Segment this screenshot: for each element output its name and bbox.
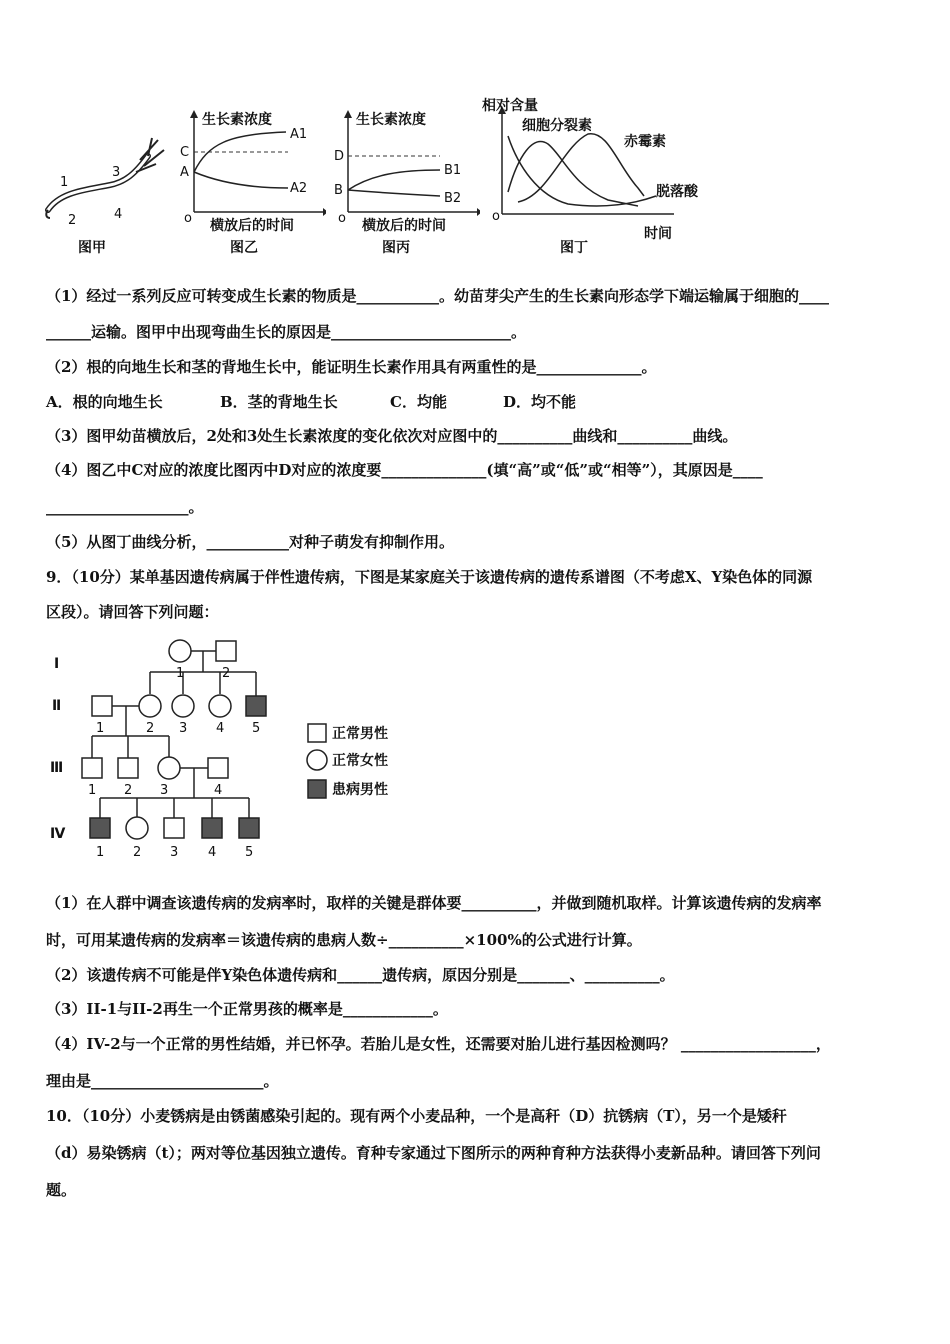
II-1-male — [92, 696, 112, 716]
q8-option-d: D．均不能 — [503, 393, 577, 411]
IV-3-male — [164, 818, 184, 838]
ding-cytokinin: 细胞分裂素 — [522, 118, 592, 134]
IV-1-affected-male — [90, 818, 110, 838]
bing-ylabel: 生长素浓度 — [356, 112, 426, 128]
q9-p4-line2: 理由是_______________________。 — [46, 1072, 279, 1090]
IV-5-affected-male — [239, 818, 259, 838]
ding-xlabel: 时间 — [644, 226, 672, 242]
figure-ding — [478, 96, 710, 262]
jia-caption: 图甲 — [78, 240, 106, 256]
figure-yi — [178, 104, 326, 260]
II-num-3: 3 — [179, 721, 188, 736]
yi-a2: A2 — [290, 181, 308, 196]
I-num-2: 2 — [222, 666, 231, 681]
pedigree-chart — [46, 636, 416, 862]
q10-line1: 10．（10分）小麦锈病是由锈菌感染引起的。现有两个小麦品种，一个是高秆（D）抗锈病（T），另一个是矮秆 — [46, 1107, 787, 1125]
gen-label-III: Ⅲ — [50, 760, 64, 776]
yi-a1: A1 — [290, 127, 308, 142]
jia-label-3: 3 — [112, 165, 121, 180]
III-num-4: 4 — [214, 783, 223, 798]
q9-intro-line2: 区段）。请回答下列问题： — [46, 603, 219, 621]
I-1-female — [169, 640, 191, 662]
bing-d: D — [334, 149, 345, 164]
III-4-male — [208, 758, 228, 778]
II-3-female — [172, 695, 194, 717]
q9-p2: （2）该遗传病不可能是伴Y染色体遗传病和______遗传病，原因分别是_______、__________。 — [46, 966, 675, 984]
curve-b2 — [348, 190, 440, 196]
I-2-male — [216, 641, 236, 661]
figure-jia — [40, 130, 170, 260]
q8-p1-line1: （1）经过一系列反应可转变成生长素的物质是___________。幼苗芽尖产生的生长素向形态学下端运输属于细胞的____ — [46, 287, 829, 305]
yi-a: A — [180, 165, 189, 180]
IV-2-female — [126, 817, 148, 839]
bing-origin: o — [338, 211, 346, 226]
yi-c: C — [180, 145, 190, 160]
q9-p3: （3）II-1与II-2再生一个正常男孩的概率是____________。 — [46, 1000, 448, 1018]
ding-ylabel: 相对含量 — [482, 98, 538, 114]
I-num-1: 1 — [176, 666, 185, 681]
yi-origin: o — [184, 211, 192, 226]
IV-num-2: 2 — [133, 845, 142, 860]
q8-option-b: B．茎的背地生长 — [220, 393, 338, 411]
II-num-5: 5 — [252, 721, 261, 736]
jia-label-1: 1 — [60, 175, 69, 190]
II-num-2: 2 — [146, 721, 155, 736]
q9-intro-line1: 9．（10分）某单基因遗传病属于伴性遗传病，下图是某家庭关于该遗传病的遗传系谱图（不考虑X、Y染色体的同源 — [46, 568, 813, 586]
III-3-female — [158, 757, 180, 779]
IV-num-4: 4 — [208, 845, 217, 860]
ding-origin: o — [492, 209, 500, 224]
bing-b1: B1 — [444, 163, 462, 178]
III-1-male — [82, 758, 102, 778]
yi-xlabel: 横放后的时间 — [210, 218, 294, 234]
q8-p4-line1: （4）图乙中C对应的浓度比图丙中D对应的浓度要______________(填“高”或“低”或“相等”），其原因是____ — [46, 461, 763, 479]
legend-normal-male: 正常男性 — [332, 726, 388, 742]
jia-label-2: 2 — [68, 213, 77, 228]
II-num-1: 1 — [96, 721, 105, 736]
gen-label-II: Ⅱ — [52, 698, 62, 714]
yi-caption: 图乙 — [230, 240, 258, 256]
legend-normal-female: 正常女性 — [332, 753, 388, 769]
ding-gibberellin: 赤霉素 — [624, 134, 666, 150]
q8-p3: （3）图甲幼苗横放后，2处和3处生长素浓度的变化依次对应图中的__________曲线和__________曲线。 — [46, 427, 738, 445]
IV-num-1: 1 — [96, 845, 105, 860]
ding-aba: 脱落酸 — [656, 184, 698, 200]
bing-b2: B2 — [444, 191, 462, 206]
bing-b: B — [334, 183, 343, 198]
II-4-female — [209, 695, 231, 717]
q8-p4-line2: ___________________。 — [46, 498, 204, 516]
legend-normal-female-symbol — [307, 750, 327, 770]
q9-p4-line1: （4）IV-2与一个正常的男性结婚，并已怀孕。若胎儿是女性，还需要对胎儿进行基因检测吗？ __________________， — [46, 1035, 831, 1053]
q8-option-a: A．根的向地生长 — [46, 393, 163, 411]
yi-ylabel: 生长素浓度 — [202, 112, 272, 128]
legend-affected-male: 患病男性 — [332, 782, 388, 798]
q9-p1-line1: （1）在人群中调查该遗传病的发病率时，取样的关键是群体要__________，并做到随机取样。计算该遗传病的发病率 — [46, 894, 822, 912]
III-2-male — [118, 758, 138, 778]
II-num-4: 4 — [216, 721, 225, 736]
IV-num-3: 3 — [170, 845, 179, 860]
IV-num-5: 5 — [245, 845, 254, 860]
gen-label-I: Ⅰ — [54, 656, 60, 672]
II-5-affected-male — [246, 696, 266, 716]
q10-line3: 题。 — [46, 1181, 77, 1199]
II-2-female — [139, 695, 161, 717]
figure-bing — [332, 104, 480, 260]
ding-caption: 图丁 — [560, 240, 588, 256]
gen-label-IV: Ⅳ — [50, 826, 66, 842]
IV-4-affected-male — [202, 818, 222, 838]
q10-line2: （d）易染锈病（t）；两对等位基因独立遗传。育种专家通过下图所示的两种育种方法获得小麦新品种。请回答下列问 — [46, 1144, 821, 1162]
curve-b1 — [348, 170, 440, 190]
q9-p1-line2: 时，可用某遗传病的发病率＝该遗传病的患病人数÷__________×100%的公式进行计算。 — [46, 931, 642, 949]
q8-p5: （5）从图丁曲线分析，___________对种子萌发有抑制作用。 — [46, 533, 454, 551]
III-num-3: 3 — [160, 783, 169, 798]
legend-normal-male-symbol — [308, 724, 326, 742]
legend-affected-male-symbol — [308, 780, 326, 798]
q8-p2: （2）根的向地生长和茎的背地生长中，能证明生长素作用具有两重性的是______________。 — [46, 358, 657, 376]
bing-caption: 图丙 — [382, 240, 410, 256]
curve-a2 — [194, 172, 288, 188]
III-num-2: 2 — [124, 783, 133, 798]
q8-option-c: C．均能 — [390, 393, 447, 411]
bing-xlabel: 横放后的时间 — [362, 218, 446, 234]
III-num-1: 1 — [88, 783, 97, 798]
jia-label-4: 4 — [114, 207, 123, 222]
q8-p1-line2: ______运输。图甲中出现弯曲生长的原因是________________________。 — [46, 323, 527, 341]
